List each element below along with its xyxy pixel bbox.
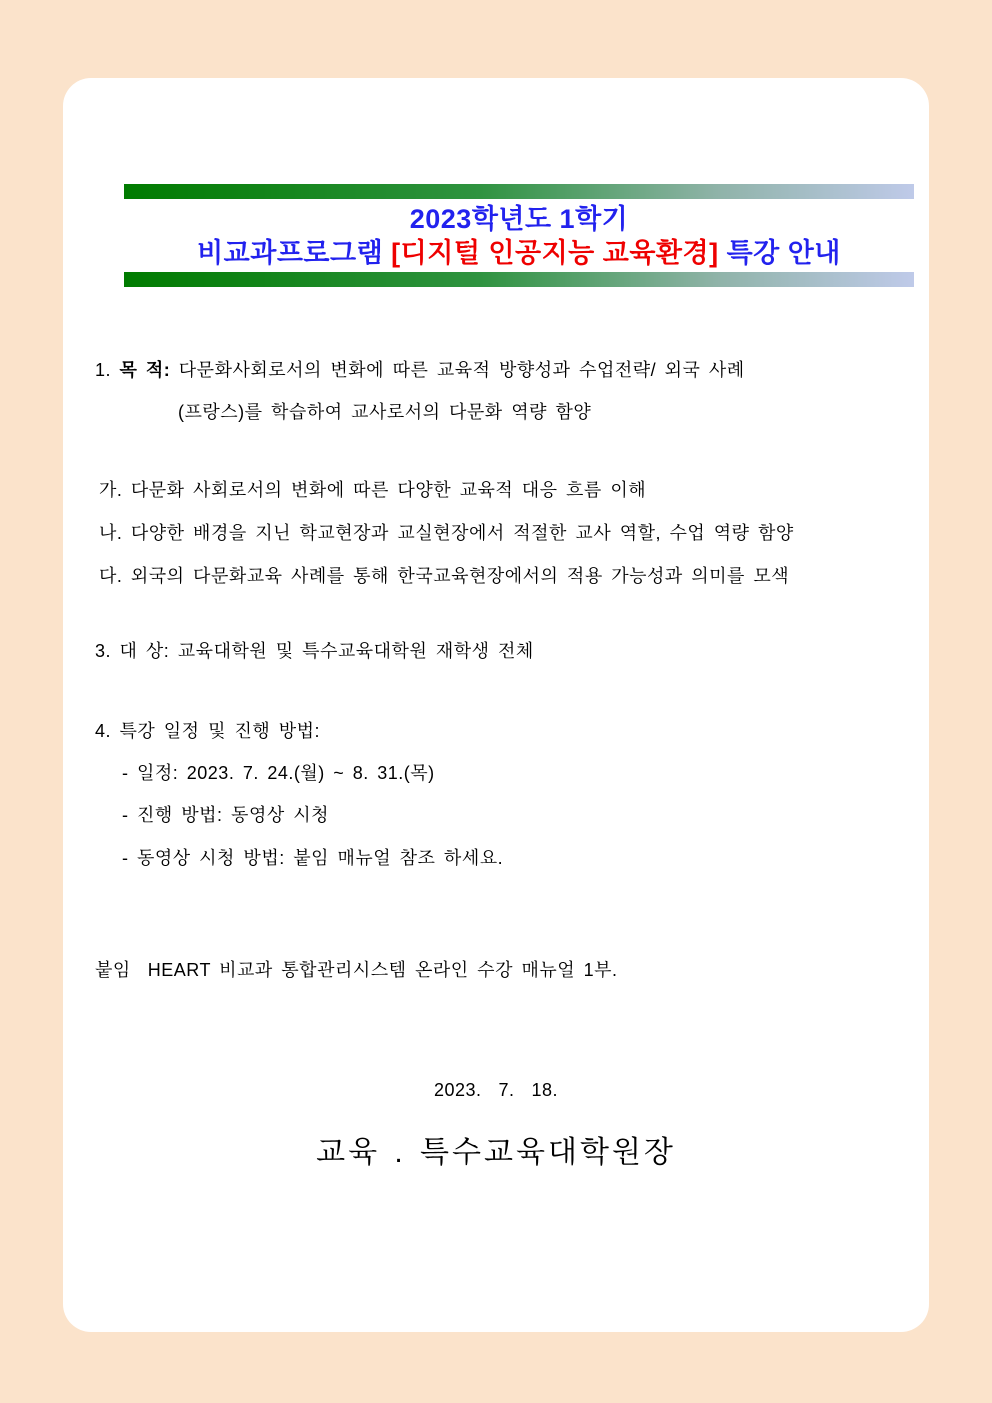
notice-header xyxy=(124,184,914,287)
header-bottom-bar xyxy=(124,272,914,287)
section1-number: 1. xyxy=(95,360,120,380)
title-block xyxy=(124,199,914,272)
section3-target: 3. 대 상: 교육대학원 및 특수교육대학원 재학생 전체 xyxy=(95,641,534,661)
notice-date: 2023. 7. 18. xyxy=(433,1080,559,1100)
header-top-bar xyxy=(124,184,914,199)
sub-item-na: 나. 다양한 배경을 지닌 학교현장과 교실현장에서 적절한 교사 역할, 수업 역량 함양 xyxy=(99,523,794,543)
section1-label: 목 적: xyxy=(119,360,171,380)
title-line-2-lead: 비교과프로그램 xyxy=(197,238,392,268)
notice-page xyxy=(63,78,929,1332)
attachment-note: 붙임 HEART 비교과 통합관리시스템 온라인 수강 매뉴얼 1부. xyxy=(95,960,618,980)
sub-item-da: 다. 외국의 다문화교육 사례를 통해 한국교육현장에서의 적용 가능성과 의미를 모색 xyxy=(99,566,790,586)
section1-purpose-line2: (프랑스)를 학습하여 교사로서의 다문화 역량 함양 xyxy=(178,402,592,422)
schedule-item-viewing: - 동영상 시청 방법: 붙임 매뉴얼 참조 하세요. xyxy=(122,848,504,868)
title-line-1: 2023학년도 1학기 xyxy=(409,204,629,234)
schedule-item-dates: - 일정: 2023. 7. 24.(월) ~ 8. 31.(목) xyxy=(122,763,435,783)
signature: 교육 . 특수교육대학원장 xyxy=(316,1136,676,1169)
schedule-item-method: - 진행 방법: 동영상 시청 xyxy=(122,805,329,825)
section1-purpose-line1 xyxy=(95,360,745,381)
section4-schedule-heading: 4. 특강 일정 및 진행 방법: xyxy=(95,721,321,741)
section1-text: 다문화사회로서의 변화에 따른 교육적 방향성과 수업전략/ 외국 사례 xyxy=(170,360,745,380)
title-line-2 xyxy=(124,236,914,270)
title-line-2-tail: 특강 안내 xyxy=(718,238,841,268)
title-line-2-highlight: [디지털 인공지능 교육환경] xyxy=(391,238,719,268)
sub-item-ga: 가. 다문화 사회로서의 변화에 따른 다양한 교육적 대응 흐름 이해 xyxy=(99,480,647,500)
